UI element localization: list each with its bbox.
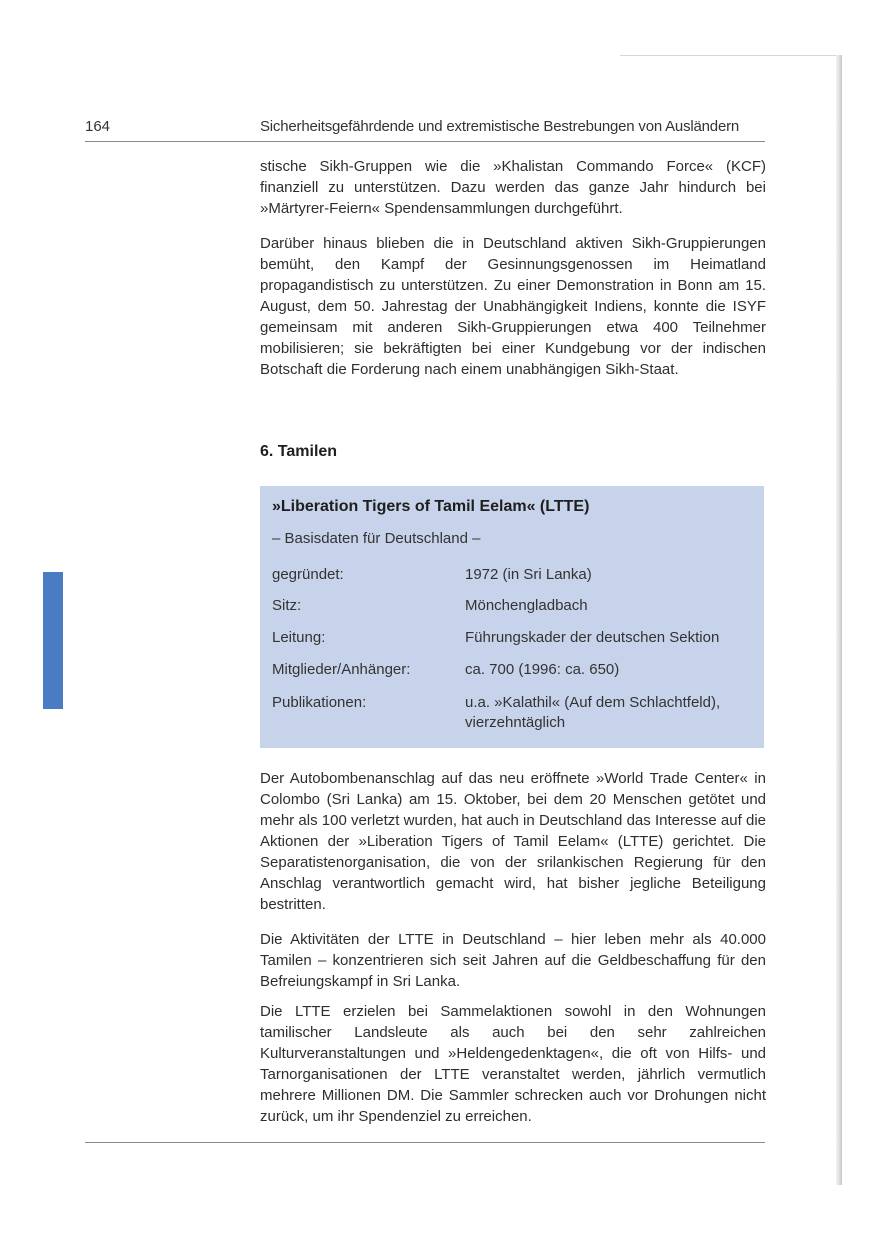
- infobox-value: Führungskader der deutschen Sektion: [465, 629, 720, 646]
- infobox-subtitle: – Basisdaten für Deutschland –: [272, 530, 481, 547]
- infobox-value: ca. 700 (1996: ca. 650): [465, 661, 620, 678]
- page-edge-top: [620, 55, 840, 56]
- infobox-title: »Liberation Tigers of Tamil Eelam« (LTTE): [272, 498, 590, 515]
- infobox-value: u.a. »Kalathil« (Auf dem Schlachtfeld), vierzehntäglich: [465, 694, 721, 731]
- running-head: Sicherheitsgefährdende und extremistische Bestrebungen von Ausländern: [260, 118, 740, 135]
- paragraph-1: [260, 156, 766, 219]
- infobox-label: Publikationen:: [272, 694, 367, 711]
- paragraph-3: [260, 768, 766, 915]
- paragraph-text: Die LTTE erzielen bei Sammelaktionen sowohl in den Wohnungen tamilischer Landsleute als auch bei den sehr zahlreichen Kulturveranstaltungen und »Heldengedenktagen«, die oft von Hilfs- und Tarnorganisationen der LTTE veranstaltet werden, jährlich vermutlich mehrere Millionen DM. Die Sammler schrecken auch vor Drohungen nicht zurück, um ihr Spendenziel zu erreichen.: [260, 1003, 766, 1125]
- footer-rule: [85, 1142, 765, 1143]
- header-rule: [85, 141, 765, 142]
- infobox-label: gegründet:: [272, 566, 344, 583]
- paragraph-text: stische Sikh-Gruppen wie die »Khalistan Commando Force« (KCF) finanziell zu unterstützen. Dazu werden das ganze Jahr hindurch bei »Märtyrer-Feiern« Spendensammlungen durchgeführt.: [260, 158, 766, 217]
- paragraph-2: [260, 233, 766, 380]
- page-edge: [836, 55, 842, 1185]
- page-number: 164: [85, 118, 111, 135]
- infobox-label: Mitglieder/Anhänger:: [272, 661, 411, 678]
- paragraph-5: [260, 1001, 766, 1127]
- chapter-thumb-tab: [43, 572, 63, 709]
- ltte-infobox: [260, 486, 764, 748]
- paragraph-text: Die Aktivitäten der LTTE in Deutschland – hier leben mehr als 40.000 Tamilen – konzentrieren sich seit Jahren auf die Geldbeschaffung für den Befreiungskampf in Sri Lanka.: [260, 931, 766, 990]
- paragraph-text: Darüber hinaus blieben die in Deutschland aktiven Sikh-Gruppierungen bemüht, den Kampf der Gesinnungsgenossen im Heimatland propagandistisch zu unterstützen. Zu einer Demonstration in Bonn am 15. August, dem 50. Jahrestag der Unabhängigkeit Indiens, konnte die ISYF gemeinsam mit anderen Sikh-Gruppierungen etwa 400 Teilnehmer mobilisieren; sie bekräftigten bei einer Kundgebung vor der indischen Botschaft die Forderung nach einem unabhängigen Sikh-Staat.: [260, 235, 766, 378]
- section-title: 6. Tamilen: [260, 443, 338, 460]
- infobox-label: Leitung:: [272, 629, 326, 646]
- infobox-label: Sitz:: [272, 597, 302, 614]
- infobox-value: Mönchengladbach: [465, 597, 588, 614]
- paragraph-4: [260, 929, 766, 992]
- infobox-value: 1972 (in Sri Lanka): [465, 566, 592, 583]
- paragraph-text: Der Autobombenanschlag auf das neu eröffnete »World Trade Center« in Colombo (Sri Lanka) am 15. Oktober, bei dem 20 Menschen getötet und mehr als 100 verletzt wurden, hat auch in Deutschland das Interesse auf die Aktionen der »Liberation Tigers of Tamil Eelam« (LTTE) gerichtet. Die Separatistenorganisation, die von der srilankischen Regierung für den Anschlag verantwortlich gemacht wird, hat bisher jegliche Beteiligung bestritten.: [260, 770, 766, 913]
